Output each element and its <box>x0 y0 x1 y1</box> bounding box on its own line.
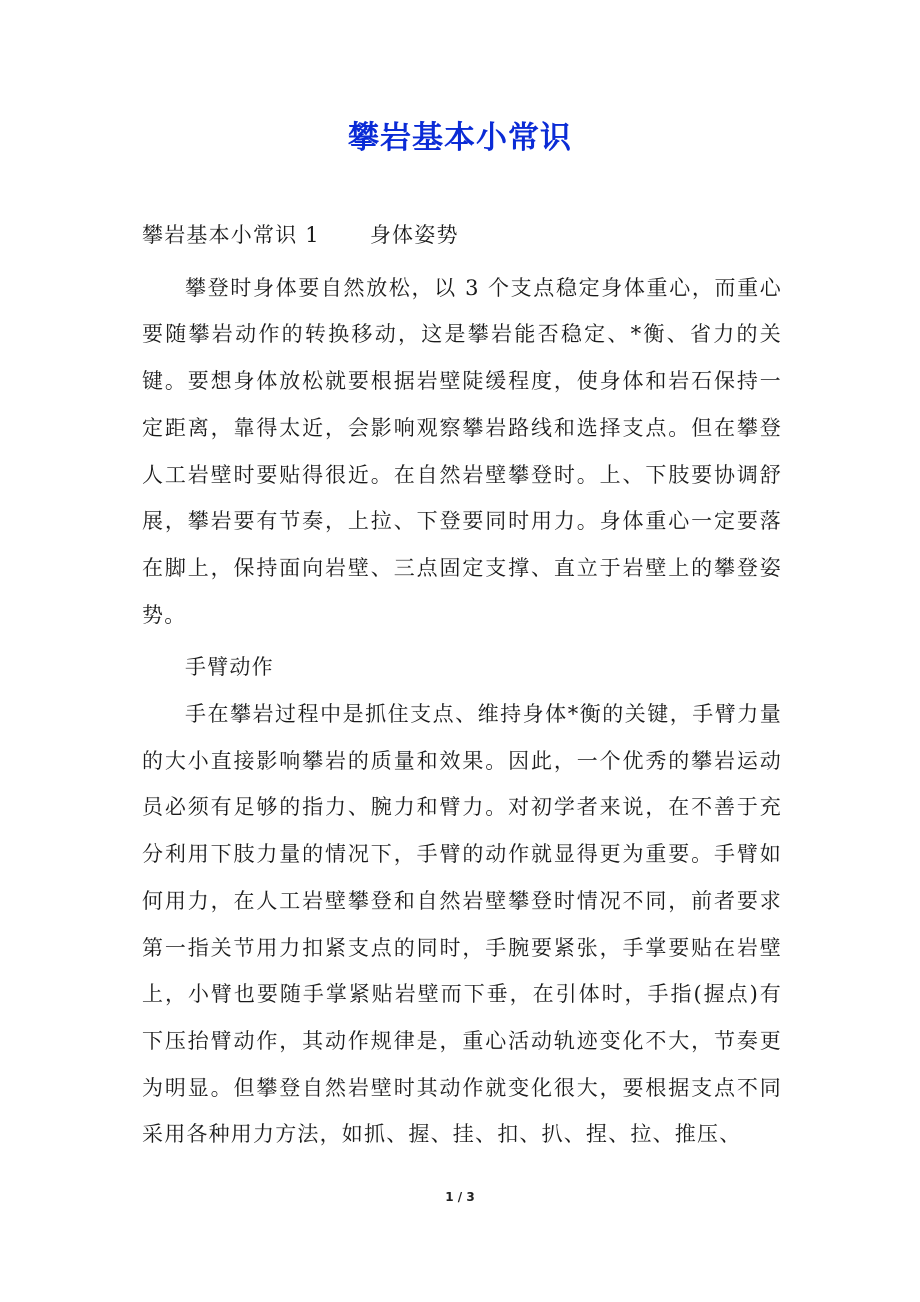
document-body <box>142 212 782 1158</box>
paragraph-arm-heading: 手臂动作 <box>185 655 274 680</box>
document-title: 攀岩基本小常识 <box>348 120 572 156</box>
paragraph-body-posture: 攀登时身体要自然放松，以 3 个支点稳定身体重心，而重心要随攀岩动作的转换移动，这是攀岩能否稳定、*衡、省力的关键。要想身体放松就要根据岩壁陡缓程度，使身体和岩石保持一定距离，靠得太近，会影响观察攀岩路线和选择支点。但在攀登人工岩壁时要贴得很近。在自然岩壁攀登时。上、下肢要协调舒展，攀岩要有节奏，上拉、下登要同时用力。身体重心一定要落在脚上，保持面向岩壁、三点固定支撑、直立于岩壁上的攀登姿势。 <box>142 275 782 627</box>
section-heading: 攀岩基本小常识 1 <box>142 223 320 247</box>
paragraph-arm-movement: 手在攀岩过程中是抓住支点、维持身体*衡的关键，手臂力量的大小直接影响攀岩的质量和效果。因此，一个优秀的攀岩运动员必须有足够的指力、腕力和臂力。对初学者来说，在不善于充分利用下肢力量的情况下，手臂的动作就显得更为重要。手臂如何用力，在人工岩壁攀登和自然岩壁攀登时情况不同，前者要求第一指关节用力扣紧支点的同时，手腕要紧张，手掌要贴在岩壁上，小臂也要随手掌紧贴岩壁而下垂，在引体时，手指(握点)有下压抬臂动作，其动作规律是，重心活动轨迹变化不大，节奏更为明显。但攀登自然岩壁时其动作就变化很大，要根据支点不同采用各种用力方法，如抓、握、挂、扣、扒、捏、拉、推压、 <box>142 702 782 1147</box>
section-heading-line <box>142 212 782 259</box>
page-indicator: 1 / 3 <box>445 1190 475 1204</box>
section-subheading: 身体姿势 <box>369 223 459 247</box>
